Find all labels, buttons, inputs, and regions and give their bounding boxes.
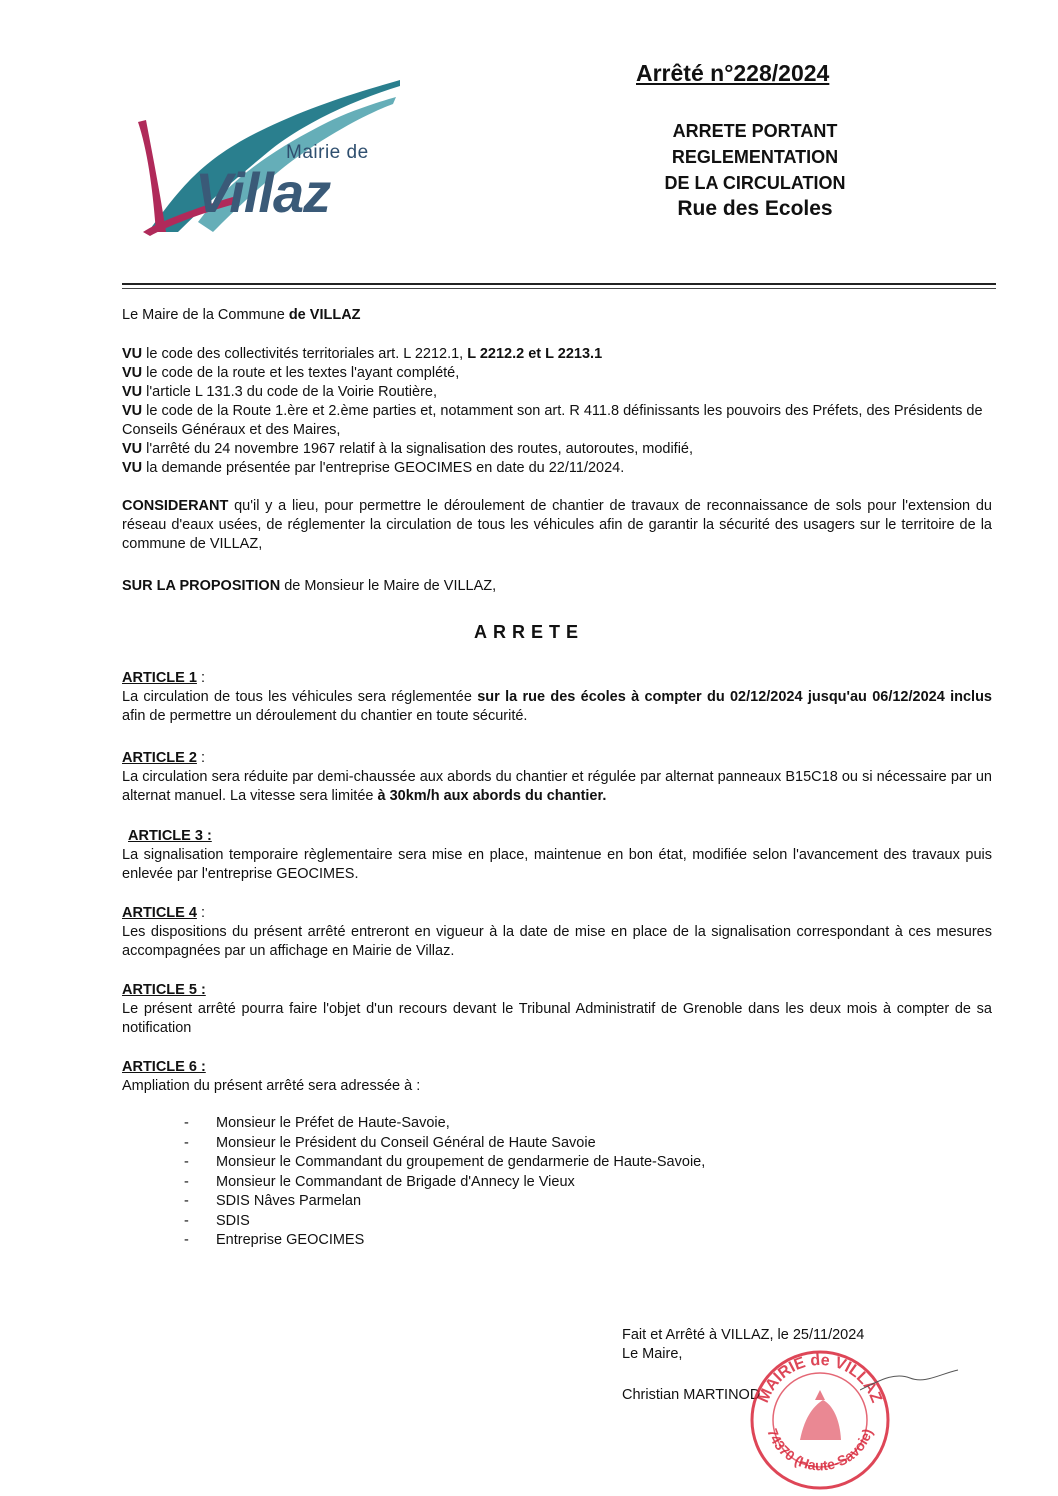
signature-place-date: Fait et Arrêté à VILLAZ, le 25/11/2024	[622, 1327, 865, 1343]
ampliation-list	[184, 1114, 705, 1251]
vu-text: le code de la route et les textes l'ayant complété,	[142, 365, 460, 381]
article-3	[122, 827, 992, 884]
vu-text: la demande présentée par l'entreprise GEOCIMES en date du 22/11/2024.	[142, 460, 625, 476]
vu-item	[122, 345, 992, 364]
title-line-3: DE LA CIRCULATION	[664, 173, 846, 193]
vu-item	[122, 364, 992, 383]
proposition-label: SUR LA PROPOSITION	[122, 578, 281, 594]
vu-item	[122, 459, 992, 478]
article-suffix: :	[196, 905, 205, 921]
article-text: Les dispositions du présent arrêté entreront en vigueur à la date de mise en place de la signalisation correspondant à ces mesures accompagnées par un affichage en Mairie de Villaz.	[122, 924, 992, 959]
considerant-text: qu'il y a lieu, pour permettre le déroulement de chantier de travaux de reconnaissance de sols pour l'extension du réseau d'eaux usées, de réglementer la circulation de tous les véhicules afin de garantir la sécurité des usagers sur le territoire de la commune de VILLAZ,	[122, 498, 992, 552]
article-1	[122, 669, 992, 726]
list-item-text: SDIS Nâves Parmelan	[216, 1193, 362, 1209]
article-title: ARTICLE 6 :	[122, 1059, 206, 1075]
article-text: Le présent arrêté pourra faire l'objet d'un recours devant le Tribunal Administratif de Grenoble dans les deux mois à compter de sa notification	[122, 1001, 992, 1036]
list-item: - Monsieur le Préfet de Haute-Savoie,	[184, 1114, 705, 1134]
document-title	[610, 118, 900, 222]
list-item-text: SDIS	[216, 1212, 250, 1229]
svg-text:MAIRIE de VILLAZ: MAIRIE de VILLAZ	[755, 1351, 885, 1406]
signatory-name: Christian MARTINOD	[622, 1387, 761, 1403]
intro-commune: de VILLAZ	[288, 307, 361, 323]
considerant-label: CONSIDERANT	[122, 498, 229, 514]
vu-item	[122, 440, 992, 459]
article-6	[122, 1058, 992, 1096]
list-item: - Monsieur le Commandant de Brigade d'Annecy le Vieux	[184, 1173, 705, 1193]
article-title: ARTICLE 3 :	[128, 828, 212, 844]
list-item: - Monsieur le Commandant du groupement de gendarmerie de Haute-Savoie,	[184, 1153, 705, 1173]
vu-item	[122, 383, 992, 402]
article-text: La signalisation temporaire règlementaire sera mise en place, maintenue en bon état, modifiée selon l'avancement des travaux puis enlevée par l'entreprise GEOCIMES.	[122, 847, 992, 882]
article-bold: à 30km/h aux abords du chantier.	[377, 788, 607, 804]
arrete-heading: ARRETE	[473, 622, 584, 642]
article-title: ARTICLE 4	[122, 905, 197, 921]
vu-label: VU	[122, 346, 143, 362]
vu-label: VU	[122, 384, 143, 400]
logo-mairie-text: Mairie de	[286, 142, 369, 163]
svg-text:74370 (Haute-Savoie): 74370 (Haute-Savoie)	[764, 1426, 876, 1474]
article-2	[122, 749, 992, 806]
arrete-number: Arrêté n°228/2024	[636, 60, 830, 86]
article-text: La circulation sera réduite par demi-chaussée aux abords du chantier et régulée par alternat panneaux B15C18 ou si nécessaire par un alternat manuel. La vitesse sera limitée	[122, 769, 992, 804]
title-street: Rue des Ecoles	[677, 197, 833, 220]
article-text: Ampliation du présent arrêté sera adressée à :	[122, 1078, 421, 1094]
vu-label: VU	[122, 441, 143, 457]
vu-text: l'article L 131.3 du code de la Voirie Routière,	[142, 384, 437, 400]
article-suffix: :	[196, 750, 205, 766]
logo-villaz-text: Villaz	[195, 161, 331, 224]
vu-item	[122, 402, 992, 440]
vu-bold: L 2212.2 et L 2213.1	[467, 346, 603, 362]
article-title: ARTICLE 1	[122, 670, 197, 686]
list-item: - Monsieur le Président du Conseil Général de Haute Savoie	[184, 1134, 705, 1154]
article-text: afin de permettre un déroulement du chantier en toute sécurité.	[122, 708, 528, 724]
header-divider	[122, 283, 996, 285]
vu-text: le code des collectivités territoriales art. L 2212.1,	[142, 346, 468, 362]
list-item-text: Monsieur le Président du Conseil Général de Haute Savoie	[216, 1134, 596, 1151]
signature-scribble-icon	[860, 1350, 960, 1410]
vu-list	[122, 345, 992, 478]
article-4	[122, 904, 992, 961]
article-title: ARTICLE 2	[122, 750, 197, 766]
article-suffix: :	[196, 670, 205, 686]
vu-text: l'arrêté du 24 novembre 1967 relatif à la signalisation des routes, autoroutes, modifié,	[142, 441, 694, 457]
vu-text: le code de la Route 1.ère et 2.ème parties et, notamment son art. R 411.8 définissants les pouvoirs des Préfets, des Présidents de Conseils Généraux et des Maires,	[122, 403, 983, 438]
article-title: ARTICLE 5 :	[122, 982, 206, 998]
list-item-text: Monsieur le Commandant de Brigade d'Annecy le Vieux	[216, 1173, 575, 1190]
article-5	[122, 981, 992, 1038]
proposition-paragraph	[122, 577, 992, 596]
considerant-paragraph	[122, 497, 992, 554]
signature-role: Le Maire,	[622, 1346, 683, 1362]
header-divider-thin	[122, 288, 996, 289]
list-item: - Entreprise GEOCIMES	[184, 1231, 705, 1251]
list-item-text: Monsieur le Commandant du groupement de gendarmerie de Haute-Savoie,	[216, 1154, 706, 1170]
title-line-2: REGLEMENTATION	[671, 147, 839, 167]
proposition-text: de Monsieur le Maire de VILLAZ,	[280, 578, 497, 594]
title-line-1: ARRETE PORTANT	[672, 121, 838, 141]
intro-prefix: Le Maire de la Commune	[122, 307, 289, 323]
article-bold: sur la rue des écoles à compter du 02/12/2024 jusqu'au 06/12/2024 inclus	[477, 689, 992, 705]
list-item-text: Entreprise GEOCIMES	[216, 1232, 365, 1248]
vu-label: VU	[122, 403, 143, 419]
list-item-text: Monsieur le Préfet de Haute-Savoie,	[216, 1115, 450, 1131]
intro-line	[122, 306, 992, 325]
vu-label: VU	[122, 365, 143, 381]
vu-label: VU	[122, 460, 143, 476]
list-item: - SDIS Nâves Parmelan	[184, 1192, 705, 1212]
list-item: - SDIS	[184, 1212, 705, 1232]
article-text: La circulation de tous les véhicules sera réglementée	[122, 689, 478, 705]
